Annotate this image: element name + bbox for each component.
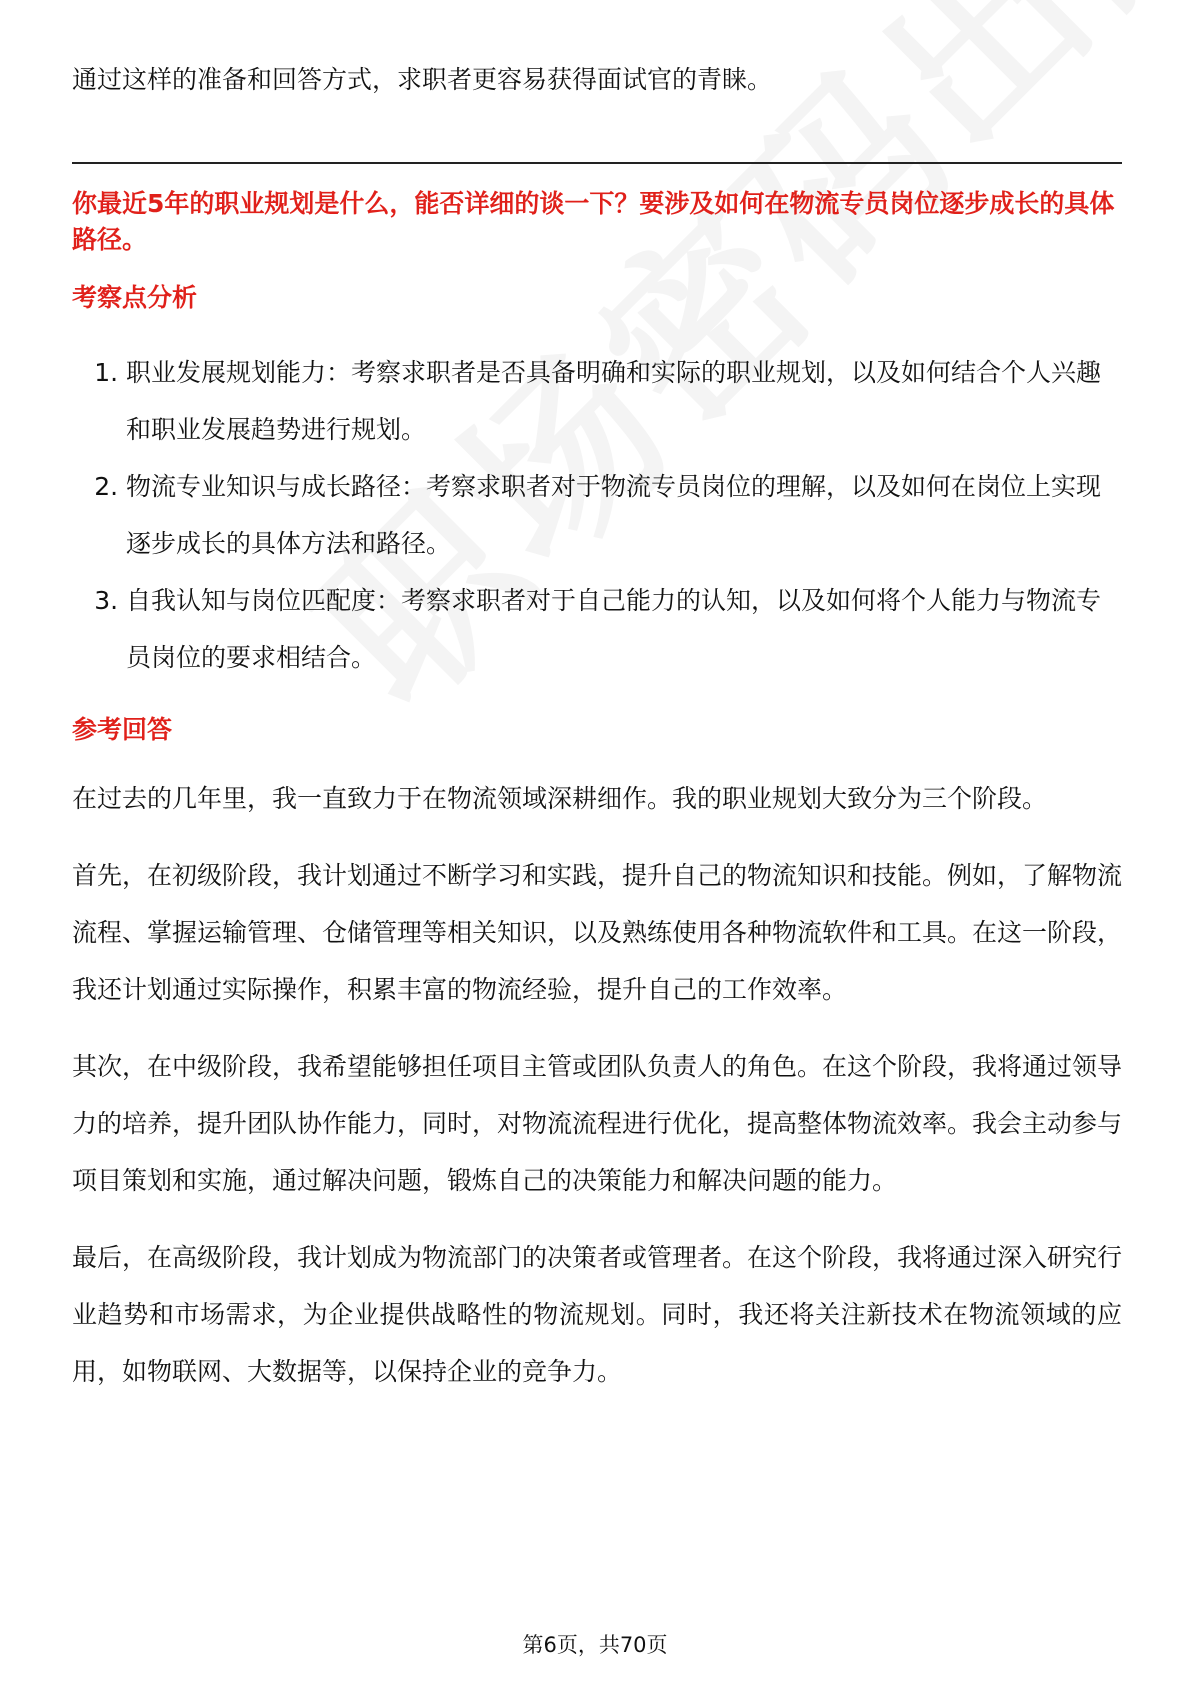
- answer-paragraph: 最后，在高级阶段，我计划成为物流部门的决策者或管理者。在这个阶段，我将通过深入研究行业趋势和市场需求，为企业提供战略性的物流规划。同时，我还将关注新技术在物流领域的应用，如物联网、大数据等，以保持企业的竞争力。: [72, 1243, 1123, 1386]
- page-content: [72, 60, 1122, 1400]
- answer-paragraph: 其次，在中级阶段，我希望能够担任项目主管或团队负责人的角色。在这个阶段，我将通过领导力的培养，提升团队协作能力，同时，对物流流程进行优化，提高整体物流效率。我会主动参与项目策划和实施，通过解决问题，锻炼自己的决策能力和解决问题的能力。: [72, 1052, 1123, 1195]
- interview-question: 你最近5年的职业规划是什么，能否详细的谈一下？要涉及如何在物流专员岗位逐步成长的具体路径。: [72, 189, 1115, 254]
- page-number: 第6页，共70页: [522, 1633, 668, 1657]
- answer-title: 参考回答: [72, 715, 173, 744]
- analysis-item: 2. 物流专业知识与成长路径：考察求职者对于物流专员岗位的理解，以及如何在岗位上实现逐步成长的具体方法和路径。: [126, 458, 1122, 572]
- analysis-list: [72, 344, 1122, 686]
- analysis-title: 考察点分析: [72, 283, 198, 312]
- answer-paragraph: 在过去的几年里，我一直致力于在物流领域深耕细作。我的职业规划大致分为三个阶段。: [72, 784, 1048, 813]
- section-divider: [72, 162, 1122, 164]
- answer-paragraph: 首先，在初级阶段，我计划通过不断学习和实践，提升自己的物流知识和技能。例如，了解物流流程、掌握运输管理、仓储管理等相关知识，以及熟练使用各种物流软件和工具。在这一阶段，我还计划通过实际操作，积累丰富的物流经验，提升自己的工作效率。: [72, 861, 1123, 1004]
- analysis-item: 3. 自我认知与岗位匹配度：考察求职者对于自己能力的认知，以及如何将个人能力与物流专员岗位的要求相结合。: [126, 572, 1122, 686]
- intro-text: 通过这样的准备和回答方式，求职者更容易获得面试官的青睐。: [72, 65, 773, 94]
- analysis-item: 1. 职业发展规划能力：考察求职者是否具备明确和实际的职业规划，以及如何结合个人兴趣和职业发展趋势进行规划。: [126, 344, 1122, 458]
